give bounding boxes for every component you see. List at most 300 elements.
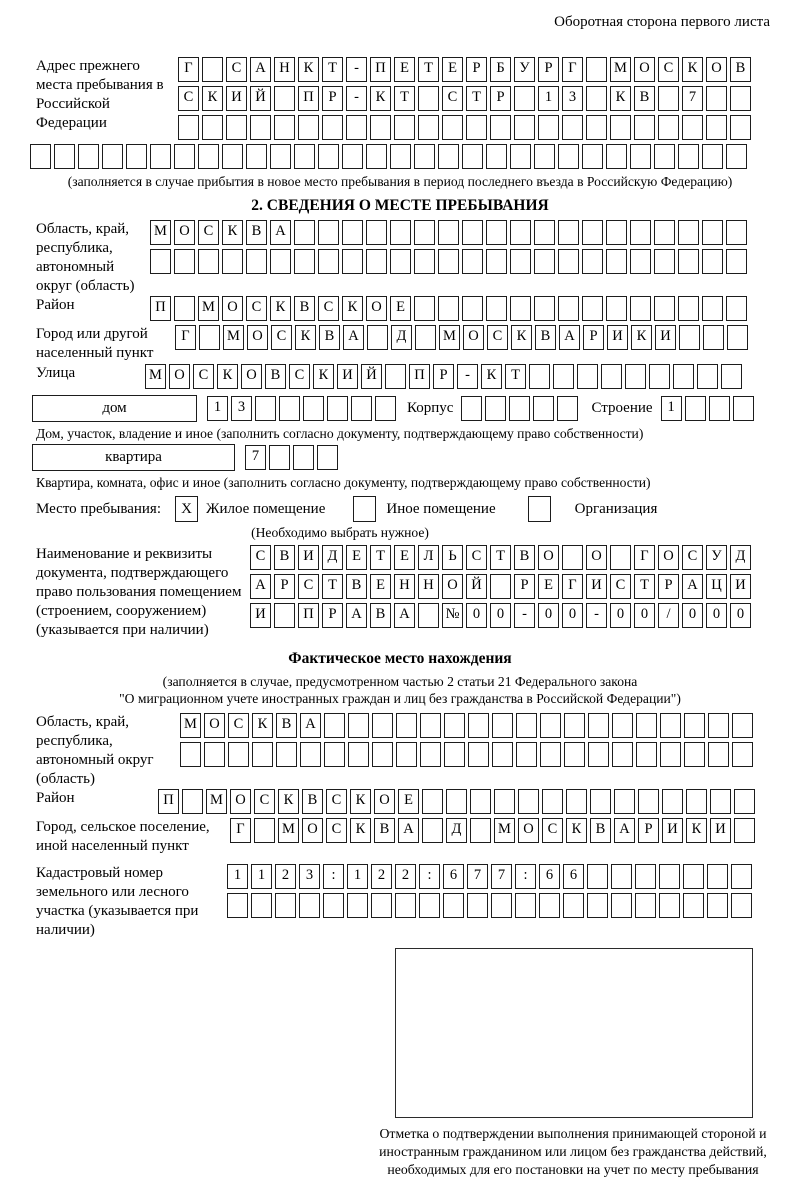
- char-cell[interactable]: /: [658, 603, 679, 628]
- char-cell[interactable]: [654, 220, 675, 245]
- char-cell[interactable]: В: [514, 545, 535, 570]
- char-cell[interactable]: -: [457, 364, 478, 389]
- char-cell[interactable]: [198, 144, 219, 169]
- char-cell[interactable]: Т: [634, 574, 655, 599]
- char-cell[interactable]: [582, 296, 603, 321]
- char-cell[interactable]: С: [254, 789, 275, 814]
- char-cell[interactable]: [420, 713, 441, 738]
- char-cell[interactable]: [367, 325, 388, 350]
- char-cell[interactable]: [732, 713, 753, 738]
- char-cell[interactable]: [294, 144, 315, 169]
- char-cell[interactable]: О: [366, 296, 387, 321]
- char-cell[interactable]: [534, 144, 555, 169]
- char-cell[interactable]: [418, 603, 439, 628]
- char-cell[interactable]: [490, 574, 511, 599]
- char-cell[interactable]: [438, 296, 459, 321]
- char-cell[interactable]: М: [439, 325, 460, 350]
- char-cell[interactable]: Е: [394, 57, 415, 82]
- char-cell[interactable]: [462, 296, 483, 321]
- char-cell[interactable]: С: [226, 57, 247, 82]
- char-cell[interactable]: О: [204, 713, 225, 738]
- char-cell[interactable]: С: [228, 713, 249, 738]
- char-cell[interactable]: [202, 115, 223, 140]
- char-cell[interactable]: [514, 115, 535, 140]
- char-cell[interactable]: [366, 249, 387, 274]
- char-cell[interactable]: В: [374, 818, 395, 843]
- char-cell[interactable]: [491, 893, 512, 918]
- char-cell[interactable]: [726, 249, 747, 274]
- char-cell[interactable]: С: [198, 220, 219, 245]
- char-cell[interactable]: [635, 893, 656, 918]
- char-cell[interactable]: [375, 396, 396, 421]
- char-cell[interactable]: И: [662, 818, 683, 843]
- char-cell[interactable]: [562, 115, 583, 140]
- char-cell[interactable]: [467, 893, 488, 918]
- char-cell[interactable]: Н: [418, 574, 439, 599]
- char-cell[interactable]: А: [300, 713, 321, 738]
- char-cell[interactable]: [270, 249, 291, 274]
- char-cell[interactable]: Р: [433, 364, 454, 389]
- char-cell[interactable]: 7: [491, 864, 512, 889]
- char-cell[interactable]: 2: [275, 864, 296, 889]
- char-cell[interactable]: Ц: [706, 574, 727, 599]
- char-cell[interactable]: П: [158, 789, 179, 814]
- char-cell[interactable]: М: [150, 220, 171, 245]
- char-cell[interactable]: 3: [231, 396, 252, 421]
- char-cell[interactable]: [414, 144, 435, 169]
- char-cell[interactable]: О: [538, 545, 559, 570]
- char-cell[interactable]: Д: [322, 545, 343, 570]
- char-cell[interactable]: [731, 864, 752, 889]
- char-cell[interactable]: [540, 713, 561, 738]
- char-cell[interactable]: [538, 115, 559, 140]
- char-cell[interactable]: Т: [505, 364, 526, 389]
- char-cell[interactable]: [734, 818, 755, 843]
- char-cell[interactable]: [222, 144, 243, 169]
- char-cell[interactable]: [654, 296, 675, 321]
- char-cell[interactable]: [351, 396, 372, 421]
- char-cell[interactable]: Е: [398, 789, 419, 814]
- char-cell[interactable]: [614, 789, 635, 814]
- char-cell[interactable]: [178, 115, 199, 140]
- char-cell[interactable]: В: [319, 325, 340, 350]
- char-cell[interactable]: С: [289, 364, 310, 389]
- char-cell[interactable]: С: [318, 296, 339, 321]
- char-cell[interactable]: [678, 296, 699, 321]
- stay-type-checkbox-residential[interactable]: X: [175, 496, 198, 522]
- char-cell[interactable]: [707, 864, 728, 889]
- char-cell[interactable]: [366, 220, 387, 245]
- stay-type-checkbox-other-premises[interactable]: [353, 496, 376, 522]
- char-cell[interactable]: [606, 144, 627, 169]
- char-cell[interactable]: [660, 713, 681, 738]
- char-cell[interactable]: [486, 220, 507, 245]
- char-cell[interactable]: [318, 249, 339, 274]
- char-cell[interactable]: В: [294, 296, 315, 321]
- char-cell[interactable]: П: [298, 603, 319, 628]
- char-cell[interactable]: П: [298, 86, 319, 111]
- char-cell[interactable]: К: [566, 818, 587, 843]
- char-cell[interactable]: [470, 818, 491, 843]
- char-cell[interactable]: И: [586, 574, 607, 599]
- char-cell[interactable]: О: [241, 364, 262, 389]
- char-cell[interactable]: О: [586, 545, 607, 570]
- char-cell[interactable]: И: [730, 574, 751, 599]
- char-cell[interactable]: [558, 296, 579, 321]
- char-cell[interactable]: К: [313, 364, 334, 389]
- char-cell[interactable]: В: [302, 789, 323, 814]
- char-cell[interactable]: [294, 220, 315, 245]
- char-cell[interactable]: Й: [361, 364, 382, 389]
- char-cell[interactable]: Г: [230, 818, 251, 843]
- char-cell[interactable]: [174, 144, 195, 169]
- char-cell[interactable]: О: [302, 818, 323, 843]
- char-cell[interactable]: И: [298, 545, 319, 570]
- char-cell[interactable]: [636, 713, 657, 738]
- char-cell[interactable]: У: [514, 57, 535, 82]
- char-cell[interactable]: А: [559, 325, 580, 350]
- char-cell[interactable]: Н: [394, 574, 415, 599]
- char-cell[interactable]: [486, 144, 507, 169]
- char-cell[interactable]: [630, 249, 651, 274]
- char-cell[interactable]: [635, 864, 656, 889]
- char-cell[interactable]: [226, 115, 247, 140]
- char-cell[interactable]: [485, 396, 506, 421]
- char-cell[interactable]: П: [370, 57, 391, 82]
- char-cell[interactable]: [322, 115, 343, 140]
- char-cell[interactable]: [372, 742, 393, 767]
- char-cell[interactable]: П: [150, 296, 171, 321]
- char-cell[interactable]: С: [193, 364, 214, 389]
- char-cell[interactable]: -: [346, 86, 367, 111]
- char-cell[interactable]: [702, 296, 723, 321]
- char-cell[interactable]: [444, 742, 465, 767]
- char-cell[interactable]: [582, 249, 603, 274]
- char-cell[interactable]: С: [466, 545, 487, 570]
- char-cell[interactable]: Р: [322, 603, 343, 628]
- char-cell[interactable]: [514, 86, 535, 111]
- char-cell[interactable]: [534, 220, 555, 245]
- char-cell[interactable]: Р: [274, 574, 295, 599]
- char-cell[interactable]: [415, 325, 436, 350]
- char-cell[interactable]: М: [198, 296, 219, 321]
- char-cell[interactable]: [606, 296, 627, 321]
- char-cell[interactable]: [582, 220, 603, 245]
- char-cell[interactable]: [562, 545, 583, 570]
- char-cell[interactable]: [274, 603, 295, 628]
- char-cell[interactable]: [126, 144, 147, 169]
- char-cell[interactable]: 6: [563, 864, 584, 889]
- char-cell[interactable]: [727, 325, 748, 350]
- char-cell[interactable]: [558, 144, 579, 169]
- char-cell[interactable]: [659, 893, 680, 918]
- char-cell[interactable]: Е: [370, 574, 391, 599]
- char-cell[interactable]: С: [487, 325, 508, 350]
- char-cell[interactable]: [462, 220, 483, 245]
- char-cell[interactable]: 2: [395, 864, 416, 889]
- char-cell[interactable]: Р: [583, 325, 604, 350]
- char-cell[interactable]: И: [710, 818, 731, 843]
- char-cell[interactable]: [348, 713, 369, 738]
- char-cell[interactable]: [708, 742, 729, 767]
- char-cell[interactable]: [347, 893, 368, 918]
- char-cell[interactable]: [299, 893, 320, 918]
- char-cell[interactable]: [468, 742, 489, 767]
- char-cell[interactable]: [534, 296, 555, 321]
- char-cell[interactable]: [396, 742, 417, 767]
- char-cell[interactable]: Т: [322, 574, 343, 599]
- char-cell[interactable]: К: [511, 325, 532, 350]
- char-cell[interactable]: 7: [467, 864, 488, 889]
- char-cell[interactable]: [660, 742, 681, 767]
- char-cell[interactable]: [279, 396, 300, 421]
- char-cell[interactable]: С: [326, 818, 347, 843]
- char-cell[interactable]: [390, 220, 411, 245]
- char-cell[interactable]: [270, 144, 291, 169]
- char-cell[interactable]: [371, 893, 392, 918]
- char-cell[interactable]: [510, 144, 531, 169]
- char-cell[interactable]: Р: [514, 574, 535, 599]
- char-cell[interactable]: Р: [658, 574, 679, 599]
- char-cell[interactable]: [414, 220, 435, 245]
- char-cell[interactable]: [734, 789, 755, 814]
- char-cell[interactable]: М: [180, 713, 201, 738]
- char-cell[interactable]: [298, 115, 319, 140]
- house-type-box[interactable]: дом: [32, 395, 197, 422]
- char-cell[interactable]: [269, 445, 290, 470]
- char-cell[interactable]: К: [686, 818, 707, 843]
- char-cell[interactable]: [630, 220, 651, 245]
- char-cell[interactable]: 1: [207, 396, 228, 421]
- char-cell[interactable]: Б: [490, 57, 511, 82]
- char-cell[interactable]: 1: [661, 396, 682, 421]
- char-cell[interactable]: [529, 364, 550, 389]
- char-cell[interactable]: К: [217, 364, 238, 389]
- char-cell[interactable]: О: [463, 325, 484, 350]
- char-cell[interactable]: К: [350, 818, 371, 843]
- char-cell[interactable]: [630, 144, 651, 169]
- char-cell[interactable]: Р: [490, 86, 511, 111]
- char-cell[interactable]: [222, 249, 243, 274]
- char-cell[interactable]: М: [223, 325, 244, 350]
- char-cell[interactable]: С: [682, 545, 703, 570]
- char-cell[interactable]: 0: [562, 603, 583, 628]
- char-cell[interactable]: [703, 325, 724, 350]
- char-cell[interactable]: В: [730, 57, 751, 82]
- char-cell[interactable]: [255, 396, 276, 421]
- char-cell[interactable]: [636, 742, 657, 767]
- char-cell[interactable]: В: [634, 86, 655, 111]
- char-cell[interactable]: 1: [347, 864, 368, 889]
- char-cell[interactable]: 1: [538, 86, 559, 111]
- char-cell[interactable]: [468, 713, 489, 738]
- char-cell[interactable]: [303, 396, 324, 421]
- char-cell[interactable]: П: [409, 364, 430, 389]
- char-cell[interactable]: [317, 445, 338, 470]
- char-cell[interactable]: [586, 86, 607, 111]
- char-cell[interactable]: [372, 713, 393, 738]
- char-cell[interactable]: [726, 144, 747, 169]
- char-cell[interactable]: [420, 742, 441, 767]
- char-cell[interactable]: [658, 86, 679, 111]
- char-cell[interactable]: [30, 144, 51, 169]
- char-cell[interactable]: М: [145, 364, 166, 389]
- char-cell[interactable]: [419, 893, 440, 918]
- char-cell[interactable]: [515, 893, 536, 918]
- char-cell[interactable]: А: [398, 818, 419, 843]
- char-cell[interactable]: [563, 893, 584, 918]
- char-cell[interactable]: [150, 249, 171, 274]
- char-cell[interactable]: [710, 789, 731, 814]
- char-cell[interactable]: Е: [346, 545, 367, 570]
- char-cell[interactable]: [684, 742, 705, 767]
- char-cell[interactable]: [678, 220, 699, 245]
- char-cell[interactable]: С: [442, 86, 463, 111]
- char-cell[interactable]: [102, 144, 123, 169]
- char-cell[interactable]: [731, 893, 752, 918]
- char-cell[interactable]: [612, 713, 633, 738]
- char-cell[interactable]: К: [295, 325, 316, 350]
- char-cell[interactable]: Ь: [442, 545, 463, 570]
- char-cell[interactable]: [324, 713, 345, 738]
- char-cell[interactable]: О: [706, 57, 727, 82]
- char-cell[interactable]: М: [278, 818, 299, 843]
- char-cell[interactable]: [707, 893, 728, 918]
- char-cell[interactable]: [274, 86, 295, 111]
- char-cell[interactable]: 1: [227, 864, 248, 889]
- char-cell[interactable]: 7: [245, 445, 266, 470]
- char-cell[interactable]: К: [350, 789, 371, 814]
- char-cell[interactable]: О: [442, 574, 463, 599]
- char-cell[interactable]: В: [535, 325, 556, 350]
- char-cell[interactable]: 2: [371, 864, 392, 889]
- char-cell[interactable]: [438, 249, 459, 274]
- char-cell[interactable]: О: [222, 296, 243, 321]
- char-cell[interactable]: [438, 220, 459, 245]
- char-cell[interactable]: [510, 220, 531, 245]
- char-cell[interactable]: В: [590, 818, 611, 843]
- char-cell[interactable]: 3: [562, 86, 583, 111]
- char-cell[interactable]: [275, 893, 296, 918]
- char-cell[interactable]: [684, 713, 705, 738]
- char-cell[interactable]: Е: [538, 574, 559, 599]
- char-cell[interactable]: [390, 144, 411, 169]
- char-cell[interactable]: [466, 115, 487, 140]
- char-cell[interactable]: С: [246, 296, 267, 321]
- char-cell[interactable]: [293, 445, 314, 470]
- char-cell[interactable]: [679, 325, 700, 350]
- char-cell[interactable]: [461, 396, 482, 421]
- char-cell[interactable]: 0: [610, 603, 631, 628]
- char-cell[interactable]: [486, 296, 507, 321]
- char-cell[interactable]: О: [247, 325, 268, 350]
- char-cell[interactable]: К: [222, 220, 243, 245]
- char-cell[interactable]: С: [542, 818, 563, 843]
- char-cell[interactable]: [697, 364, 718, 389]
- char-cell[interactable]: В: [276, 713, 297, 738]
- char-cell[interactable]: 6: [443, 864, 464, 889]
- char-cell[interactable]: [390, 249, 411, 274]
- char-cell[interactable]: К: [270, 296, 291, 321]
- char-cell[interactable]: [510, 296, 531, 321]
- char-cell[interactable]: [685, 396, 706, 421]
- char-cell[interactable]: Т: [466, 86, 487, 111]
- char-cell[interactable]: А: [682, 574, 703, 599]
- char-cell[interactable]: [366, 144, 387, 169]
- char-cell[interactable]: А: [270, 220, 291, 245]
- char-cell[interactable]: [251, 893, 272, 918]
- char-cell[interactable]: [533, 396, 554, 421]
- char-cell[interactable]: К: [370, 86, 391, 111]
- char-cell[interactable]: [228, 742, 249, 767]
- char-cell[interactable]: В: [274, 545, 295, 570]
- char-cell[interactable]: Н: [274, 57, 295, 82]
- char-cell[interactable]: [586, 57, 607, 82]
- char-cell[interactable]: [577, 364, 598, 389]
- char-cell[interactable]: -: [346, 57, 367, 82]
- char-cell[interactable]: К: [202, 86, 223, 111]
- char-cell[interactable]: [730, 115, 751, 140]
- char-cell[interactable]: [726, 220, 747, 245]
- char-cell[interactable]: [342, 220, 363, 245]
- char-cell[interactable]: Р: [322, 86, 343, 111]
- char-cell[interactable]: [662, 789, 683, 814]
- char-cell[interactable]: [227, 893, 248, 918]
- char-cell[interactable]: [709, 396, 730, 421]
- char-cell[interactable]: [492, 742, 513, 767]
- char-cell[interactable]: В: [370, 603, 391, 628]
- char-cell[interactable]: [702, 249, 723, 274]
- char-cell[interactable]: [612, 742, 633, 767]
- char-cell[interactable]: С: [271, 325, 292, 350]
- char-cell[interactable]: [199, 325, 220, 350]
- char-cell[interactable]: К: [682, 57, 703, 82]
- char-cell[interactable]: М: [206, 789, 227, 814]
- char-cell[interactable]: В: [246, 220, 267, 245]
- char-cell[interactable]: [566, 789, 587, 814]
- char-cell[interactable]: И: [226, 86, 247, 111]
- char-cell[interactable]: [422, 789, 443, 814]
- char-cell[interactable]: С: [298, 574, 319, 599]
- char-cell[interactable]: [702, 220, 723, 245]
- char-cell[interactable]: [678, 249, 699, 274]
- char-cell[interactable]: [414, 249, 435, 274]
- char-cell[interactable]: [254, 818, 275, 843]
- char-cell[interactable]: А: [614, 818, 635, 843]
- char-cell[interactable]: В: [265, 364, 286, 389]
- char-cell[interactable]: [733, 396, 754, 421]
- char-cell[interactable]: [370, 115, 391, 140]
- char-cell[interactable]: [395, 893, 416, 918]
- char-cell[interactable]: [318, 144, 339, 169]
- char-cell[interactable]: [590, 789, 611, 814]
- char-cell[interactable]: 3: [299, 864, 320, 889]
- char-cell[interactable]: [606, 249, 627, 274]
- char-cell[interactable]: [174, 296, 195, 321]
- stay-type-checkbox-organization[interactable]: [528, 496, 551, 522]
- char-cell[interactable]: Г: [562, 57, 583, 82]
- char-cell[interactable]: Т: [370, 545, 391, 570]
- char-cell[interactable]: М: [494, 818, 515, 843]
- char-cell[interactable]: 6: [539, 864, 560, 889]
- char-cell[interactable]: [509, 396, 530, 421]
- char-cell[interactable]: К: [481, 364, 502, 389]
- char-cell[interactable]: Й: [250, 86, 271, 111]
- char-cell[interactable]: :: [419, 864, 440, 889]
- char-cell[interactable]: №: [442, 603, 463, 628]
- char-cell[interactable]: Р: [638, 818, 659, 843]
- char-cell[interactable]: [658, 115, 679, 140]
